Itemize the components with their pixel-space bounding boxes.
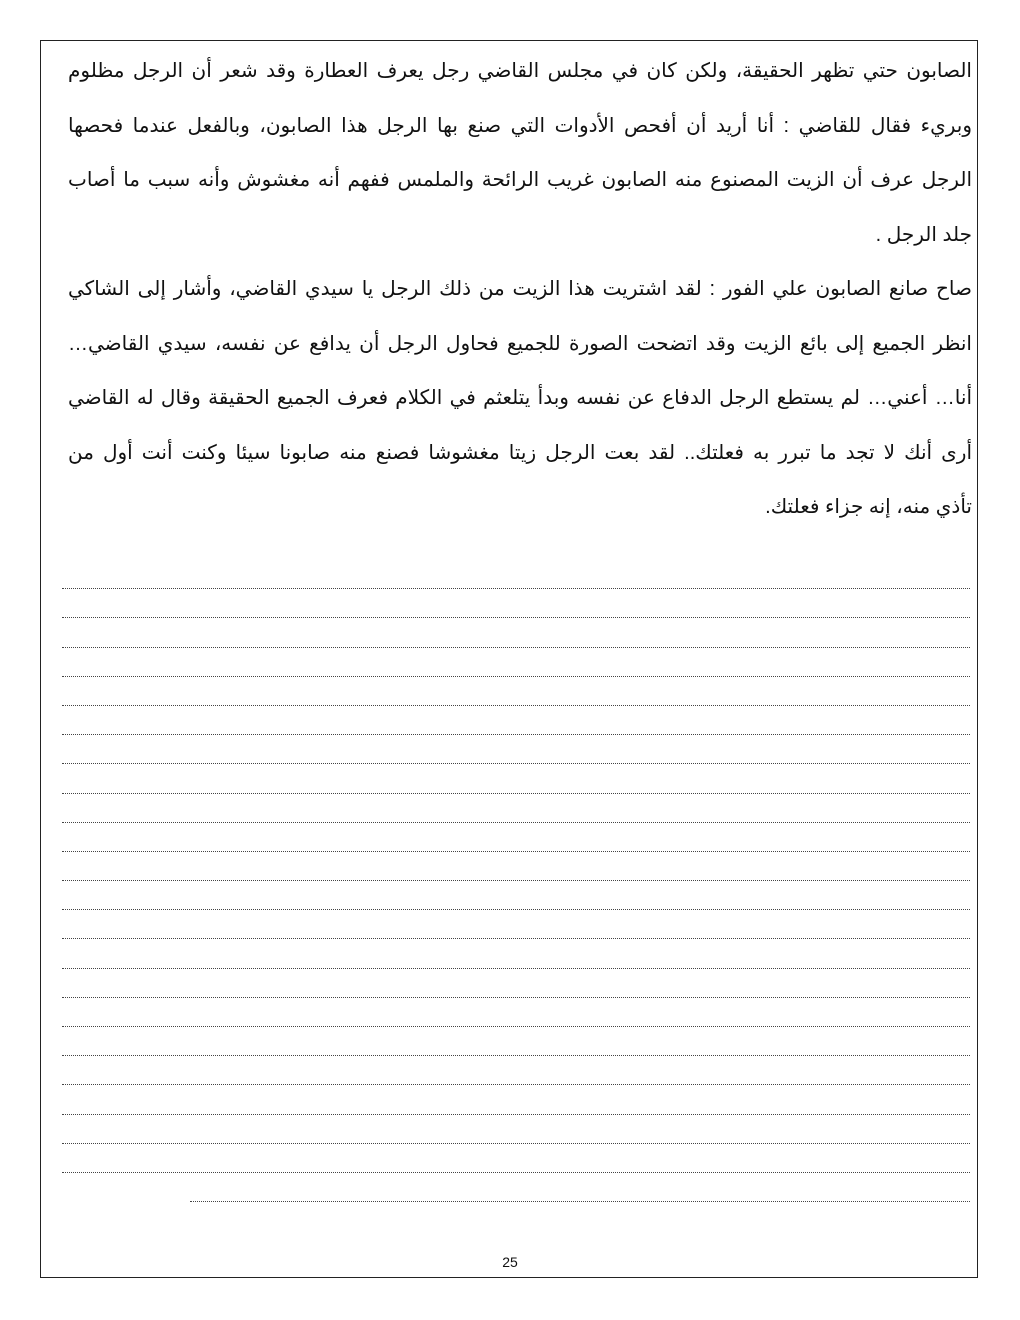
writing-line[interactable] (62, 1115, 970, 1144)
writing-line[interactable] (62, 998, 970, 1027)
answer-writing-area[interactable] (62, 560, 970, 1202)
writing-line[interactable] (62, 881, 970, 910)
story-line: أرى أنك لا تجد ما تبرر به فعلتك.. لقد بعت الرجل زيتا مغشوشا فصنع منه صابونا سيئا وكنت أنت أول من (68, 441, 972, 464)
writing-line[interactable] (62, 677, 970, 706)
story-line: تأذي منه، إنه جزاء فعلتك. (765, 496, 972, 518)
writing-line[interactable] (62, 706, 970, 735)
writing-line[interactable] (62, 939, 970, 968)
story-line: صاح صانع الصابون علي الفور : لقد اشتريت هذا الزيت من ذلك الرجل يا سيدي القاضي، وأشار إلى الشاكي (68, 278, 972, 300)
writing-line[interactable] (190, 1173, 970, 1202)
writing-line[interactable] (62, 618, 970, 647)
story-line: الصابون حتي تظهر الحقيقة، ولكن كان في مجلس القاضي رجل يعرف العطارة وقد شعر أن الرجل مظلوم (68, 60, 972, 82)
writing-line[interactable] (62, 852, 970, 881)
story-line: جلد الرجل . (875, 223, 972, 246)
writing-line[interactable] (62, 1085, 970, 1114)
writing-line[interactable] (62, 910, 970, 939)
writing-line[interactable] (62, 560, 970, 589)
writing-line[interactable] (62, 1027, 970, 1056)
story-text (68, 44, 972, 535)
writing-line[interactable] (62, 764, 970, 793)
writing-line[interactable] (62, 648, 970, 677)
writing-line[interactable] (62, 794, 970, 823)
page-number: 25 (502, 1254, 518, 1270)
writing-line[interactable] (62, 589, 970, 618)
writing-line[interactable] (62, 735, 970, 764)
story-line: انظر الجميع إلى بائع الزيت وقد اتضحت الصورة للجميع فحاول الرجل أن يدافع عن نفسه، سيدي القاضي… (68, 332, 972, 355)
story-line: وبريء فقال للقاضي : أنا أريد أن أفحص الأدوات التي صنع بها الرجل هذا الصابون، وبالفعل عندما فحصها (68, 114, 972, 137)
writing-line[interactable] (62, 1144, 970, 1173)
story-line: الرجل عرف أن الزيت المصنوع منه الصابون غريب الرائحة والملمس ففهم أنه مغشوش وأنه سبب ما أصاب (68, 169, 972, 191)
writing-line[interactable] (62, 823, 970, 852)
writing-line[interactable] (62, 1056, 970, 1085)
story-line: أنا… أعني… لم يستطع الرجل الدفاع عن نفسه وبدأ يتلعثم في الكلام فعرف الجميع الحقيقة وقال له القاضي (68, 387, 972, 409)
writing-line[interactable] (62, 969, 970, 998)
